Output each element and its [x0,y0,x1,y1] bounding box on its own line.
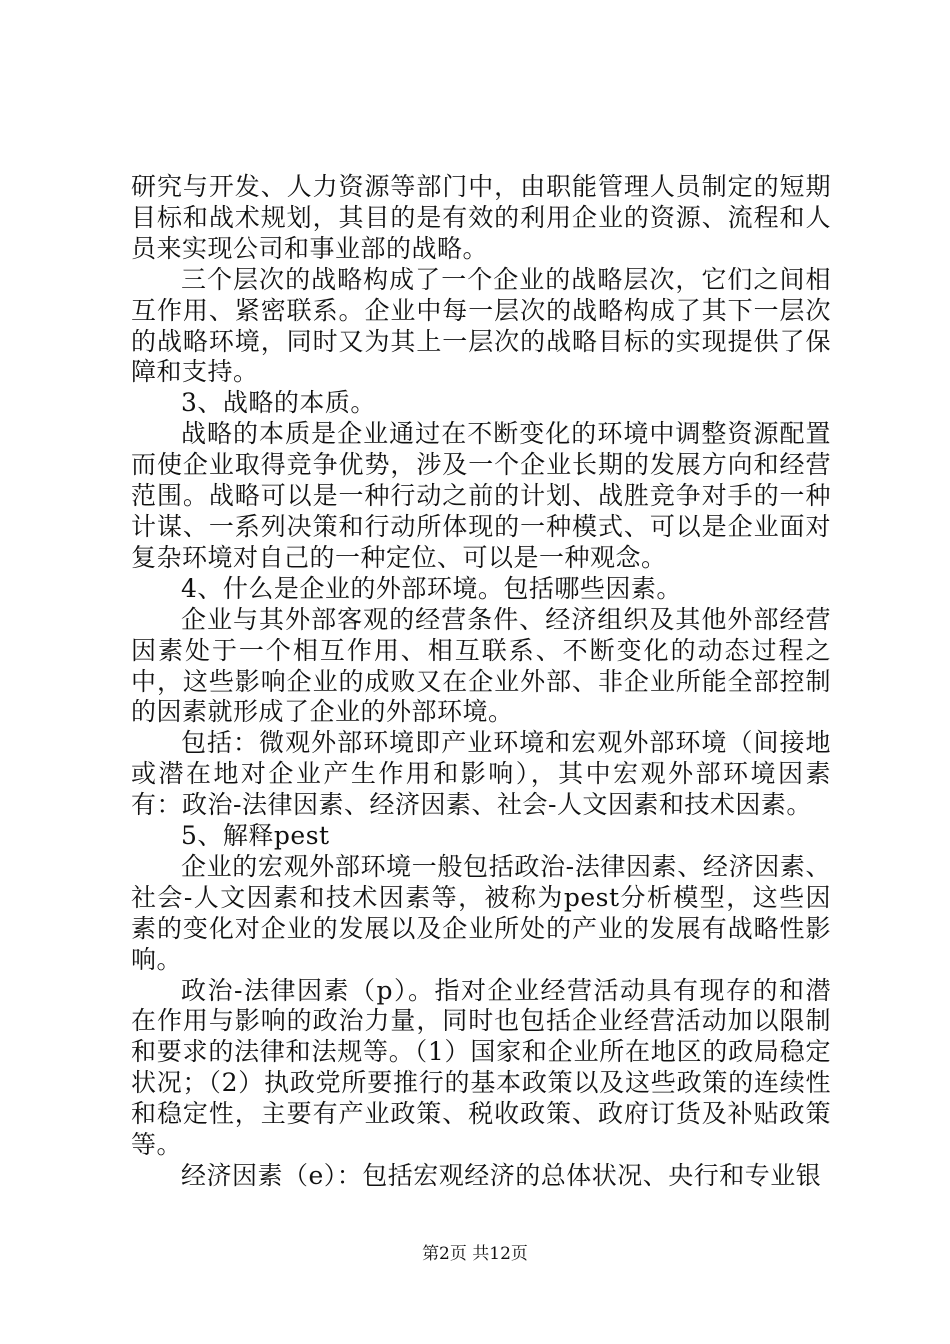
paragraph-6: 企业与其外部客观的经营条件、经济组织及其他外部经营因素处于一个相互作用、相互联系、不断变化的动态过程之中，这些影响企业的成败又在企业外部、非企业所能全部控制的因素就形成了企业的外部环境。 [131,604,831,727]
paragraph-9: 企业的宏观外部环境一般包括政治-法律因素、经济因素、社会-人文因素和技术因素等，被称为pest分析模型，这些因素的变化对企业的发展以及企业所处的产业的发展有战略性影响。 [131,851,831,974]
paragraph-8-heading: 5、解释pest [181,821,330,851]
paragraph-11: 经济因素（e）：包括宏观经济的总体状况、央行和专业银 [181,1161,822,1190]
paragraph-2: 三个层次的战略构成了一个企业的战略层次，它们之间相互作用、紧密联系。企业中每一层次的战略构成了其下一层次的战略环境，同时又为其上一层次的战略目标的实现提供了保障和支持。 [131,264,831,387]
document-body [131,172,831,1192]
paragraph-7: 包括：微观外部环境即产业环境和宏观外部环境（间接地或潜在地对企业产生作用和影响），其中宏观外部环境因素有：政治-法律因素、经济因素、社会-人文因素和技术因素。 [131,728,831,820]
paragraph-1: 研究与开发、人力资源等部门中，由职能管理人员制定的短期目标和战术规划，其目的是有效的利用企业的资源、流程和人员来实现公司和事业部的战略。 [131,172,831,263]
paragraph-5-heading: 4、什么是企业的外部环境。包括哪些因素。 [181,573,682,603]
paragraph-3-heading: 3、战略的本质。 [181,388,376,418]
paragraph-10: 政治-法律因素（p）。指对企业经营活动具有现存的和潜在作用与影响的政治力量，同时也包括企业经营活动加以限制和要求的法律和法规等。（1）国家和企业所在地区的政局稳定状况；（2）执政党所要推行的基本政策以及这些政策的连续性和稳定性，主要有产业政策、税收政策、政府订货及补贴政策等。 [131,975,831,1160]
paragraph-4: 战略的本质是企业通过在不断变化的环境中调整资源配置而使企业取得竞争优势，涉及一个企业长期的发展方向和经营范围。战略可以是一种行动之前的计划、战胜竞争对手的一种计谋、一系列决策和行动所体现的一种模式、可以是企业面对复杂环境对自己的一种定位、可以是一种观念。 [131,419,831,572]
page-number-footer: 第2页 共12页 [422,1244,528,1264]
